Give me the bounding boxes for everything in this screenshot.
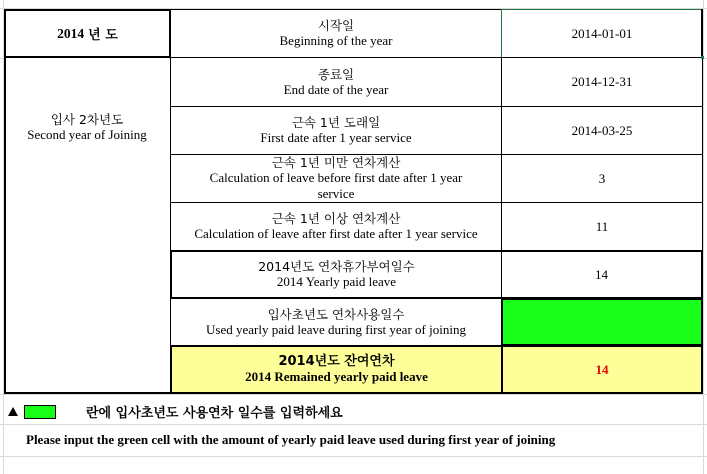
row-label-en: Used yearly paid leave during first year of joining <box>206 321 466 337</box>
label-cell-used-leave[interactable] <box>170 298 502 346</box>
row-label-en: End date of the year <box>283 81 389 97</box>
year-title: 2014 <box>57 25 85 41</box>
value-cell-after-calc[interactable]: 11 <box>501 202 703 251</box>
row-label-en: Calculation of leave after first date after 1 year service <box>194 226 478 241</box>
row-label-en: Beginning of the year <box>279 33 393 48</box>
row-label-ko: 종료일 <box>317 66 355 82</box>
section-label-ko: 입사 2차년도 <box>50 112 124 127</box>
remained-leave-value-cell[interactable]: 14 <box>501 345 703 394</box>
row-label-en: 2014 Remained yearly paid leave <box>245 369 428 384</box>
label-cell-remained[interactable] <box>170 345 502 394</box>
label-cell-first-date[interactable] <box>170 106 502 155</box>
label-cell-yearly-paid[interactable] <box>170 250 502 299</box>
row-label-ko: 근속 1년 이상 연차계산 <box>271 211 401 226</box>
section-label-cell[interactable] <box>4 112 170 143</box>
year-header-cell[interactable] <box>4 9 170 58</box>
label-cell-beginning[interactable] <box>170 9 502 58</box>
label-cell-end-date[interactable] <box>170 57 502 107</box>
instruction-line-ko <box>8 402 343 421</box>
instruction-ko-text: 란에 입사초년도 사용연차 일수를 입력하세요 <box>86 406 343 421</box>
table-right-border <box>701 9 703 58</box>
year-suffix: 년 도 <box>88 28 118 43</box>
value-cell-first-date[interactable]: 2014-03-25 <box>501 106 703 155</box>
used-leave-input-cell[interactable] <box>501 298 703 346</box>
value-cell-beginning[interactable]: 2014-01-01 <box>501 9 703 58</box>
label-cell-after-calc[interactable] <box>170 202 502 251</box>
row-label-en: 2014 Yearly paid leave <box>276 274 397 289</box>
value-cell-end-date[interactable]: 2014-12-31 <box>501 57 703 107</box>
triangle-up-icon <box>8 407 18 416</box>
value-cell-before-calc[interactable]: 3 <box>501 154 703 203</box>
instruction-en-text: Please input the green cell with the amount of yearly paid leave used during first year of joining <box>26 432 556 447</box>
section-block <box>4 9 169 394</box>
value-cell-yearly-paid[interactable]: 14 <box>501 250 703 299</box>
row-label-ko: 입사초년도 연차사용일수 <box>267 306 405 322</box>
row-label-en: Calculation of leave before first date after 1 year service <box>209 170 463 201</box>
green-legend-swatch <box>24 405 56 419</box>
row-label-ko: 근속 1년 미만 연차계산 <box>271 155 401 170</box>
row-label-en: First date after 1 year service <box>260 130 412 145</box>
label-cell-before-calc[interactable] <box>170 154 502 203</box>
row-label-ko: 2014년도 잔여연차 <box>278 354 395 369</box>
row-label-ko: 근속 1년 도래일 <box>291 115 381 130</box>
row-label-ko: 시작일 <box>317 18 355 33</box>
table-bottom-border <box>4 392 703 394</box>
section-label-en: Second year of Joining <box>27 127 147 142</box>
row-label-ko: 2014년도 연차휴가부여일수 <box>258 259 415 274</box>
selection-fill-handle[interactable] <box>701 56 704 59</box>
